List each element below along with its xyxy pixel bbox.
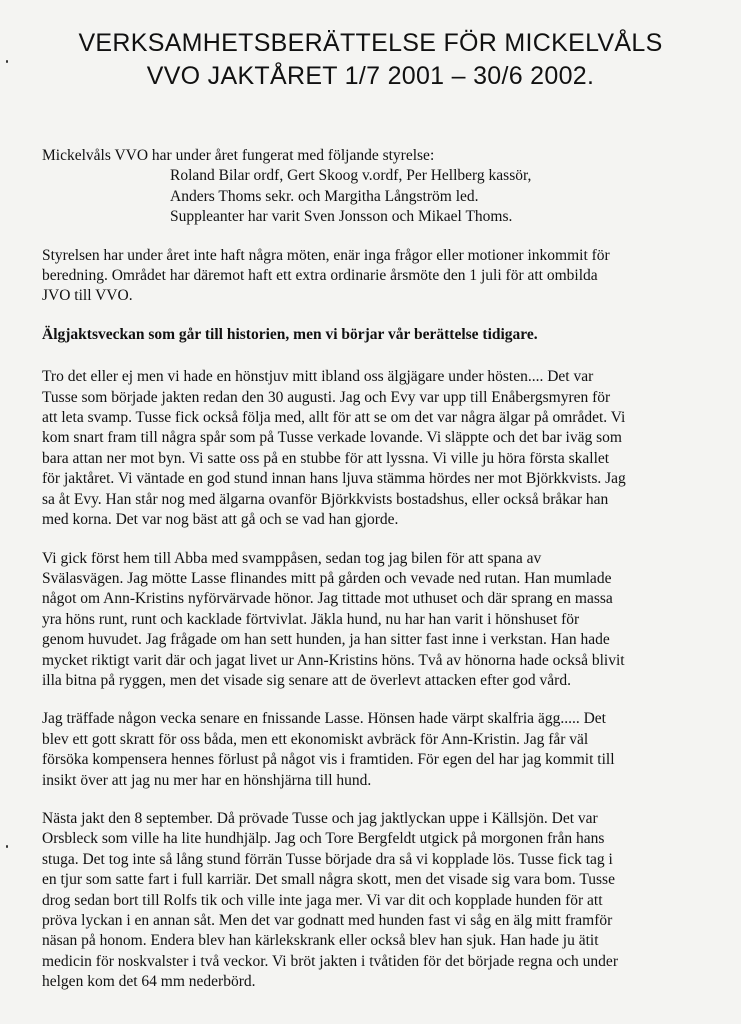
text-line: att leta svamp. Tusse fick också följa med, allt för att se om det var några älgar på området. Vi	[42, 409, 626, 427]
document-title-line-1: VERKSAMHETSBERÄTTELSE FÖR MICKELVÅLS	[78, 29, 663, 57]
text-line: Jag träffade någon vecka senare en fnissande Lasse. Hönsen hade värpt skalfria ägg..... Det	[42, 710, 606, 728]
text-line: pröva lyckan i en annan såt. Men det var godnatt med hunden fast vi såg en älg mitt framför	[42, 912, 613, 929]
text-line: sa åt Evy. Han står nog med älgarna ovanför Björkkvists bostadshus, eller också bråkar han	[42, 490, 609, 508]
text-line: beredning. Området har däremot haft ett extra ordinarie årsmöte den 1 juli för att ombilda	[42, 267, 598, 285]
text-line: yra höns runt, runt och kacklade förtvivlat. Jäkla hund, nu har han varit i hönshuset för	[42, 610, 580, 628]
text-line: en tjur som satte fart i full karriär. Det small några skott, men det visade sig vara bom. Tusse	[42, 871, 615, 889]
text-line: Vi gick först hem till Abba med svamppåsen, sedan tog jag bilen för att spana av	[42, 549, 542, 567]
text-line: Tro det eller ej men vi hade en hönstjuv mitt ibland oss älgjägare under hösten.... Det var	[42, 368, 594, 386]
text-line: Tusse som började jakten redan den 30 augusti. Jag och Evy var upp till Enåbergsmyren för	[42, 388, 611, 406]
section-heading: Älgjaktsveckan som går till historien, men vi börjar vår berättelse tidigare.	[42, 325, 538, 343]
text-line: näsan på honom. Endera blev han kärlekskrank eller också blev han sjuk. Han hade ju ätit	[42, 932, 599, 950]
meetings-paragraph	[42, 246, 722, 307]
text-line: kom snart fram till några spår som på Tusse verkade lovande. Vi släppte och det bar iväg som	[42, 429, 622, 447]
text-line: Nästa jakt den 8 september. Då prövade Tusse och jag jaktlyckan uppe i Källsjön. Det var	[42, 809, 598, 827]
text-line: Styrelsen har under året inte haft några möten, enär inga frågor eller motioner inkommit för	[42, 246, 610, 264]
board-paragraph	[42, 146, 722, 228]
story-paragraph-1	[42, 367, 722, 530]
board-member-line: Suppleanter har varit Sven Jonsson och Mikael Thoms.	[170, 208, 513, 226]
board-member-line: Anders Thoms sekr. och Margitha Långström led.	[170, 187, 479, 205]
text-line: helgen kom det 64 mm nederbörd.	[42, 973, 256, 991]
text-line: försöka kompensera hennes förlust på något vis i framtiden. För egen del har jag kommit till	[42, 751, 615, 769]
story-paragraph-2	[42, 549, 722, 692]
story-paragraph-3	[42, 709, 722, 791]
text-line: drog sedan bort till Rolfs tik och ville inte jaga mer. Vi var dit och kopplade hunden för att	[42, 891, 603, 909]
text-line: insikt över att jag nu mer har en hönshjärna till hund.	[42, 771, 372, 789]
text-line: mycket riktigt varit där och jagat livet ur Ann-Kristins höns. Två av hönorna hade också blivit	[42, 651, 625, 669]
text-line: JVO till VVO.	[42, 287, 133, 305]
text-line: stuga. Det tog inte så lång stund förrän Tusse började dra så vi kopplade lös. Tusse fick tag i	[42, 850, 613, 868]
scan-speck	[6, 845, 8, 848]
board-member-line: Roland Bilar ordf, Gert Skoog v.ordf, Per Hellberg kassör,	[170, 167, 532, 185]
text-line: genom huvudet. Jag frågade om han sett hunden, ja han sitter fast inne i verkstan. Han hade	[42, 631, 610, 649]
story-paragraph-4	[42, 809, 722, 993]
text-line: Orsbleck som ville ha lite hundhjälp. Jag och Tore Bergfeldt utgick på morgonen från hans	[42, 830, 605, 848]
document-body	[42, 146, 722, 1011]
text-line: blev ett gott skratt för oss båda, men ett ekonomiskt avbräck för Ann-Kristin. Jag får väl	[42, 730, 589, 748]
text-line: Svälasvägen. Jag mötte Lasse flinandes mitt på gården och vevade ned rutan. Han mumlade	[42, 569, 612, 587]
text-line: för jaktåret. Vi väntade en god stund innan hans ljuva stämma hördes ner mot Björkkvists. Jag	[42, 470, 626, 488]
text-line: illa bitna på ryggen, men det visade sig senare att de överlevt attacken efter god vård.	[42, 671, 571, 689]
board-intro: Mickelvåls VVO har under året fungerat med följande styrelse:	[42, 147, 435, 164]
text-line: med korna. Det var nog bäst att gå och se vad han gjorde.	[42, 511, 399, 529]
document-title-line-2: VVO JAKTÅRET 1/7 2001 – 30/6 2002.	[146, 62, 595, 90]
text-line: något om Ann-Kristins nyförvärvade hönor. Jag tittade mot uthuset och där sprang en massa	[42, 590, 613, 608]
text-line: medicin för noskvalster i två veckor. Vi bröt jakten i tvåtiden för det började regna och under	[42, 952, 618, 970]
text-line: bara attan ner mot byn. Vi satte oss på en stubbe för att lyssna. Vi ville ju höra första skallet	[42, 449, 610, 467]
scan-speck	[6, 60, 8, 63]
